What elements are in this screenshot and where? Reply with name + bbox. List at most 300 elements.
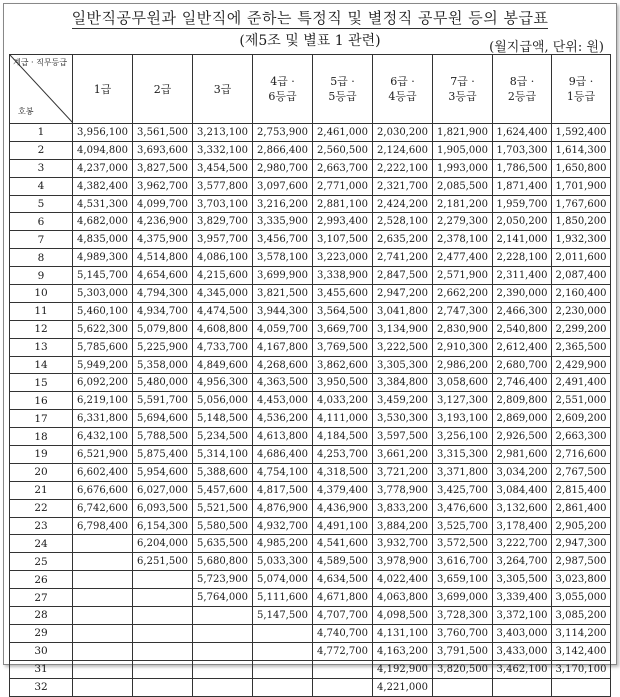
salary-cell: 3,821,500 — [253, 285, 313, 303]
salary-cell: 2,491,400 — [552, 374, 611, 392]
salary-cell: 6,154,300 — [133, 517, 193, 535]
salary-cell: 3,669,700 — [313, 320, 373, 338]
salary-cell: 3,256,100 — [433, 428, 493, 446]
salary-cell — [253, 624, 313, 642]
salary-cell: 2,947,300 — [552, 535, 611, 553]
grade-header-cell — [313, 55, 373, 124]
salary-cell — [73, 535, 133, 553]
salary-cell: 4,363,500 — [253, 374, 313, 392]
salary-cell: 1,786,500 — [493, 159, 552, 177]
table-row — [10, 285, 611, 303]
grade-header-cell — [193, 55, 253, 124]
salary-cell: 2,141,000 — [493, 231, 552, 249]
table-row — [10, 428, 611, 446]
salary-cell: 2,311,400 — [493, 267, 552, 285]
step-number-cell: 15 — [10, 374, 73, 392]
grade-header-cell — [253, 55, 313, 124]
salary-cell: 2,809,800 — [493, 392, 552, 410]
salary-cell: 2,424,200 — [373, 195, 433, 213]
step-number-cell: 4 — [10, 177, 73, 195]
salary-cell: 1,993,000 — [433, 159, 493, 177]
salary-cell: 3,305,500 — [493, 571, 552, 589]
table-row — [10, 356, 611, 374]
salary-cell: 4,876,900 — [253, 499, 313, 517]
salary-cell: 3,178,400 — [493, 517, 552, 535]
salary-cell — [433, 678, 493, 696]
salary-cell: 4,268,600 — [253, 356, 313, 374]
salary-cell — [193, 678, 253, 696]
salary-cell — [73, 678, 133, 696]
table-row — [10, 320, 611, 338]
step-number-cell: 32 — [10, 678, 73, 696]
salary-cell: 3,170,100 — [552, 660, 611, 678]
salary-cell: 2,299,200 — [552, 320, 611, 338]
salary-cell — [133, 660, 193, 678]
salary-cell: 5,680,800 — [193, 553, 253, 571]
salary-cell: 4,167,800 — [253, 338, 313, 356]
salary-cell: 2,011,600 — [552, 249, 611, 267]
salary-cell: 3,097,600 — [253, 177, 313, 195]
salary-cell: 6,093,500 — [133, 499, 193, 517]
salary-cell: 3,222,700 — [493, 535, 552, 553]
salary-cell: 3,564,500 — [313, 302, 373, 320]
salary-cell — [73, 660, 133, 678]
salary-cell: 5,460,100 — [73, 302, 133, 320]
step-number-cell: 3 — [10, 159, 73, 177]
salary-cell: 3,193,100 — [433, 410, 493, 428]
salary-cell: 5,694,600 — [133, 410, 193, 428]
table-row — [10, 141, 611, 159]
salary-table — [9, 54, 611, 697]
table-row — [10, 624, 611, 642]
salary-cell: 4,740,700 — [313, 624, 373, 642]
salary-cell: 1,703,300 — [493, 141, 552, 159]
salary-cell: 3,034,200 — [493, 463, 552, 481]
salary-cell: 4,985,200 — [253, 535, 313, 553]
salary-cell: 2,866,400 — [253, 141, 313, 159]
table-row — [10, 553, 611, 571]
salary-cell: 4,491,100 — [313, 517, 373, 535]
salary-cell: 6,521,900 — [73, 446, 133, 464]
salary-cell: 2,771,000 — [313, 177, 373, 195]
salary-cell: 5,145,700 — [73, 267, 133, 285]
salary-cell — [552, 678, 611, 696]
salary-cell: 4,094,800 — [73, 141, 133, 159]
salary-cell: 3,862,600 — [313, 356, 373, 374]
salary-cell: 3,476,600 — [433, 499, 493, 517]
salary-cell: 4,531,300 — [73, 195, 133, 213]
salary-cell: 4,686,400 — [253, 446, 313, 464]
salary-cell — [133, 571, 193, 589]
salary-cell: 5,580,500 — [193, 517, 253, 535]
step-number-cell: 31 — [10, 660, 73, 678]
table-row — [10, 571, 611, 589]
salary-cell: 3,778,900 — [373, 481, 433, 499]
grade-header-cell — [552, 55, 611, 124]
salary-cell: 3,962,700 — [133, 177, 193, 195]
salary-cell: 5,521,500 — [193, 499, 253, 517]
salary-cell: 3,760,700 — [433, 624, 493, 642]
salary-cell: 2,124,600 — [373, 141, 433, 159]
salary-cell: 1,592,400 — [552, 124, 611, 142]
table-row — [10, 124, 611, 142]
table-body — [10, 124, 611, 697]
salary-cell: 3,114,200 — [552, 624, 611, 642]
salary-cell: 3,791,500 — [433, 642, 493, 660]
salary-cell: 3,577,800 — [193, 177, 253, 195]
step-number-cell: 30 — [10, 642, 73, 660]
step-number-cell: 2 — [10, 141, 73, 159]
salary-cell: 2,926,500 — [493, 428, 552, 446]
salary-cell: 5,234,500 — [193, 428, 253, 446]
salary-cell: 4,682,000 — [73, 213, 133, 231]
table-row — [10, 481, 611, 499]
table-row — [10, 410, 611, 428]
grade-header-line1: 2급 — [153, 82, 172, 96]
salary-cell: 4,634,500 — [313, 571, 373, 589]
salary-cell: 5,949,200 — [73, 356, 133, 374]
salary-cell: 4,022,400 — [373, 571, 433, 589]
table-row — [10, 499, 611, 517]
grade-header-line1: 6급 · — [390, 75, 415, 88]
grade-header-line1: 1급 — [93, 82, 112, 96]
step-number-cell: 22 — [10, 499, 73, 517]
salary-cell: 2,635,200 — [373, 231, 433, 249]
salary-cell: 2,222,100 — [373, 159, 433, 177]
document-subtitle: (제5조 및 별표 1 관련) — [239, 33, 381, 49]
salary-cell: 5,147,500 — [253, 607, 313, 625]
salary-cell: 2,869,000 — [493, 410, 552, 428]
salary-cell: 4,474,500 — [193, 302, 253, 320]
step-number-cell: 14 — [10, 356, 73, 374]
step-number-cell: 1 — [10, 124, 73, 142]
salary-cell: 3,384,800 — [373, 374, 433, 392]
salary-cell: 2,753,900 — [253, 124, 313, 142]
salary-cell: 3,699,000 — [433, 589, 493, 607]
salary-cell: 4,817,500 — [253, 481, 313, 499]
salary-cell: 3,572,500 — [433, 535, 493, 553]
salary-cell: 3,315,300 — [433, 446, 493, 464]
salary-cell: 5,875,400 — [133, 446, 193, 464]
salary-cell: 2,279,300 — [433, 213, 493, 231]
salary-cell: 1,624,400 — [493, 124, 552, 142]
salary-cell — [73, 571, 133, 589]
table-row — [10, 374, 611, 392]
salary-cell — [73, 624, 133, 642]
salary-cell: 3,525,700 — [433, 517, 493, 535]
salary-cell: 2,815,400 — [552, 481, 611, 499]
step-number-cell: 11 — [10, 302, 73, 320]
step-number-cell: 16 — [10, 392, 73, 410]
grade-header-cell — [133, 55, 193, 124]
salary-cell: 6,602,400 — [73, 463, 133, 481]
salary-cell: 4,063,800 — [373, 589, 433, 607]
salary-cell: 3,085,200 — [552, 607, 611, 625]
step-number-cell: 24 — [10, 535, 73, 553]
grade-header-line1: 9급 · — [568, 75, 594, 88]
salary-cell: 5,764,000 — [193, 589, 253, 607]
step-number-cell: 20 — [10, 463, 73, 481]
salary-cell: 3,699,900 — [253, 267, 313, 285]
salary-cell: 4,536,200 — [253, 410, 313, 428]
salary-cell: 2,612,400 — [493, 338, 552, 356]
salary-cell: 1,650,800 — [552, 159, 611, 177]
header-row — [10, 55, 611, 124]
salary-cell: 3,597,500 — [373, 428, 433, 446]
salary-cell — [133, 642, 193, 660]
salary-cell: 3,132,600 — [493, 499, 552, 517]
salary-cell: 1,871,400 — [493, 177, 552, 195]
salary-cell: 3,403,000 — [493, 624, 552, 642]
salary-cell: 4,379,400 — [313, 481, 373, 499]
salary-cell: 2,881,100 — [313, 195, 373, 213]
salary-cell: 6,204,000 — [133, 535, 193, 553]
salary-cell: 5,635,500 — [193, 535, 253, 553]
grade-header-line1: 7급 · — [450, 75, 475, 88]
table-row — [10, 517, 611, 535]
grade-header-line1: 3급 — [213, 82, 232, 96]
salary-cell — [133, 607, 193, 625]
salary-cell: 1,932,300 — [552, 231, 611, 249]
salary-cell: 3,561,500 — [133, 124, 193, 142]
salary-cell: 4,131,100 — [373, 624, 433, 642]
salary-cell: 4,033,200 — [313, 392, 373, 410]
salary-cell: 4,163,200 — [373, 642, 433, 660]
salary-cell: 2,321,700 — [373, 177, 433, 195]
salary-cell: 3,372,100 — [493, 607, 552, 625]
salary-cell: 3,305,300 — [373, 356, 433, 374]
salary-cell: 3,661,200 — [373, 446, 433, 464]
step-number-cell: 6 — [10, 213, 73, 231]
table-row — [10, 446, 611, 464]
salary-cell: 2,847,500 — [373, 267, 433, 285]
salary-cell: 2,087,400 — [552, 267, 611, 285]
step-number-cell: 27 — [10, 589, 73, 607]
table-row — [10, 660, 611, 678]
salary-cell: 3,041,800 — [373, 302, 433, 320]
salary-cell: 2,230,000 — [552, 302, 611, 320]
salary-cell: 4,345,000 — [193, 285, 253, 303]
salary-cell: 6,027,000 — [133, 481, 193, 499]
salary-cell: 5,358,000 — [133, 356, 193, 374]
step-number-cell: 29 — [10, 624, 73, 642]
salary-cell — [313, 660, 373, 678]
salary-cell: 3,335,900 — [253, 213, 313, 231]
table-row — [10, 195, 611, 213]
table-row — [10, 678, 611, 696]
salary-cell: 2,905,200 — [552, 517, 611, 535]
salary-cell: 5,111,600 — [253, 589, 313, 607]
grade-header-cell — [373, 55, 433, 124]
salary-cell: 2,986,200 — [433, 356, 493, 374]
salary-cell: 3,455,600 — [313, 285, 373, 303]
salary-cell: 3,957,700 — [193, 231, 253, 249]
salary-cell: 3,107,500 — [313, 231, 373, 249]
grade-header-cell — [493, 55, 552, 124]
table-row — [10, 231, 611, 249]
salary-cell: 3,456,700 — [253, 231, 313, 249]
salary-cell — [253, 642, 313, 660]
table-row — [10, 607, 611, 625]
salary-cell: 5,079,800 — [133, 320, 193, 338]
salary-cell: 4,671,800 — [313, 589, 373, 607]
salary-cell — [253, 678, 313, 696]
grade-header-cell — [433, 55, 493, 124]
salary-cell: 4,436,900 — [313, 499, 373, 517]
salary-cell: 4,707,700 — [313, 607, 373, 625]
table-row — [10, 213, 611, 231]
salary-cell: 3,213,100 — [193, 124, 253, 142]
salary-cell — [73, 553, 133, 571]
salary-cell: 2,910,300 — [433, 338, 493, 356]
salary-cell: 2,030,200 — [373, 124, 433, 142]
salary-cell: 4,934,700 — [133, 302, 193, 320]
table-row — [10, 642, 611, 660]
salary-cell: 6,676,600 — [73, 481, 133, 499]
salary-cell: 2,466,300 — [493, 302, 552, 320]
salary-cell: 2,528,100 — [373, 213, 433, 231]
salary-cell: 4,382,400 — [73, 177, 133, 195]
step-number-cell: 9 — [10, 267, 73, 285]
grade-header-line2: 3등급 — [448, 90, 477, 103]
salary-cell: 3,371,800 — [433, 463, 493, 481]
salary-cell: 3,884,200 — [373, 517, 433, 535]
salary-cell: 3,142,400 — [552, 642, 611, 660]
salary-cell: 3,459,200 — [373, 392, 433, 410]
step-number-cell: 21 — [10, 481, 73, 499]
salary-cell: 4,613,800 — [253, 428, 313, 446]
table-row — [10, 249, 611, 267]
salary-cell: 4,989,300 — [73, 249, 133, 267]
salary-cell: 3,578,100 — [253, 249, 313, 267]
step-number-cell: 10 — [10, 285, 73, 303]
salary-cell — [193, 642, 253, 660]
table-row — [10, 177, 611, 195]
salary-cell: 3,820,500 — [433, 660, 493, 678]
salary-cell — [493, 678, 552, 696]
salary-cell: 5,225,900 — [133, 338, 193, 356]
salary-cell: 2,830,900 — [433, 320, 493, 338]
grade-header-line1: 8급 · — [509, 75, 535, 88]
salary-cell: 3,829,700 — [193, 213, 253, 231]
salary-cell: 2,680,700 — [493, 356, 552, 374]
salary-cell: 3,223,000 — [313, 249, 373, 267]
salary-cell: 4,514,800 — [133, 249, 193, 267]
salary-cell: 3,721,200 — [373, 463, 433, 481]
salary-cell: 3,693,600 — [133, 141, 193, 159]
salary-cell: 5,033,300 — [253, 553, 313, 571]
salary-cell: 3,454,500 — [193, 159, 253, 177]
salary-cell: 1,701,900 — [552, 177, 611, 195]
salary-cell: 2,741,200 — [373, 249, 433, 267]
salary-cell: 2,609,200 — [552, 410, 611, 428]
grade-header-line2: 1등급 — [566, 90, 596, 103]
salary-cell: 4,098,500 — [373, 607, 433, 625]
salary-cell: 1,614,300 — [552, 141, 611, 159]
salary-cell: 1,821,900 — [433, 124, 493, 142]
salary-cell: 3,978,900 — [373, 553, 433, 571]
salary-cell: 5,303,000 — [73, 285, 133, 303]
salary-cell: 2,947,200 — [373, 285, 433, 303]
salary-cell: 5,056,000 — [193, 392, 253, 410]
salary-cell: 2,987,500 — [552, 553, 611, 571]
salary-cell: 2,228,100 — [493, 249, 552, 267]
step-number-cell: 18 — [10, 428, 73, 446]
document-title: 일반직공무원과 일반직에 준하는 특정직 및 별정직 공무원 등의 봉급표 — [71, 9, 549, 27]
salary-cell — [73, 642, 133, 660]
step-number-cell: 28 — [10, 607, 73, 625]
salary-cell: 1,959,700 — [493, 195, 552, 213]
salary-cell: 5,954,600 — [133, 463, 193, 481]
salary-cell: 5,622,300 — [73, 320, 133, 338]
salary-cell: 4,059,700 — [253, 320, 313, 338]
salary-cell: 3,134,900 — [373, 320, 433, 338]
salary-cell: 4,956,300 — [193, 374, 253, 392]
salary-cell — [133, 624, 193, 642]
salary-cell: 4,733,700 — [193, 338, 253, 356]
table-row — [10, 159, 611, 177]
salary-cell: 2,365,500 — [552, 338, 611, 356]
table-row — [10, 302, 611, 320]
salary-cell — [253, 660, 313, 678]
salary-cell: 3,058,600 — [433, 374, 493, 392]
salary-cell: 5,074,000 — [253, 571, 313, 589]
salary-cell: 1,767,600 — [552, 195, 611, 213]
salary-cell: 4,932,700 — [253, 517, 313, 535]
salary-cell: 2,662,200 — [433, 285, 493, 303]
salary-cell: 3,425,700 — [433, 481, 493, 499]
step-number-cell: 23 — [10, 517, 73, 535]
step-number-cell: 12 — [10, 320, 73, 338]
salary-cell: 2,746,400 — [493, 374, 552, 392]
salary-cell: 6,432,100 — [73, 428, 133, 446]
salary-cell: 5,785,600 — [73, 338, 133, 356]
step-number-cell: 26 — [10, 571, 73, 589]
salary-cell: 4,111,000 — [313, 410, 373, 428]
table-row — [10, 392, 611, 410]
salary-cell: 5,457,600 — [193, 481, 253, 499]
salary-cell: 3,932,700 — [373, 535, 433, 553]
salary-cell: 2,747,300 — [433, 302, 493, 320]
step-number-cell: 5 — [10, 195, 73, 213]
salary-cell: 3,462,100 — [493, 660, 552, 678]
salary-cell: 2,993,400 — [313, 213, 373, 231]
salary-cell: 3,833,200 — [373, 499, 433, 517]
salary-cell: 4,099,700 — [133, 195, 193, 213]
salary-cell: 5,788,500 — [133, 428, 193, 446]
salary-cell: 4,541,600 — [313, 535, 373, 553]
salary-cell: 4,772,700 — [313, 642, 373, 660]
salary-cell — [193, 660, 253, 678]
salary-cell — [133, 678, 193, 696]
grade-header-line2: 6등급 — [268, 90, 297, 103]
salary-cell: 3,332,100 — [193, 141, 253, 159]
salary-cell: 6,092,200 — [73, 374, 133, 392]
salary-cell: 4,375,900 — [133, 231, 193, 249]
salary-cell: 3,216,200 — [253, 195, 313, 213]
salary-cell: 5,723,900 — [193, 571, 253, 589]
salary-cell — [133, 589, 193, 607]
salary-cell: 3,055,000 — [552, 589, 611, 607]
salary-cell: 6,331,800 — [73, 410, 133, 428]
salary-cell: 3,659,100 — [433, 571, 493, 589]
salary-cell: 6,251,500 — [133, 553, 193, 571]
salary-cell: 3,703,100 — [193, 195, 253, 213]
unit-note: (월지급액, 단위: 원) — [489, 40, 604, 55]
salary-cell: 6,798,400 — [73, 517, 133, 535]
salary-cell: 6,742,600 — [73, 499, 133, 517]
salary-cell: 2,716,600 — [552, 446, 611, 464]
